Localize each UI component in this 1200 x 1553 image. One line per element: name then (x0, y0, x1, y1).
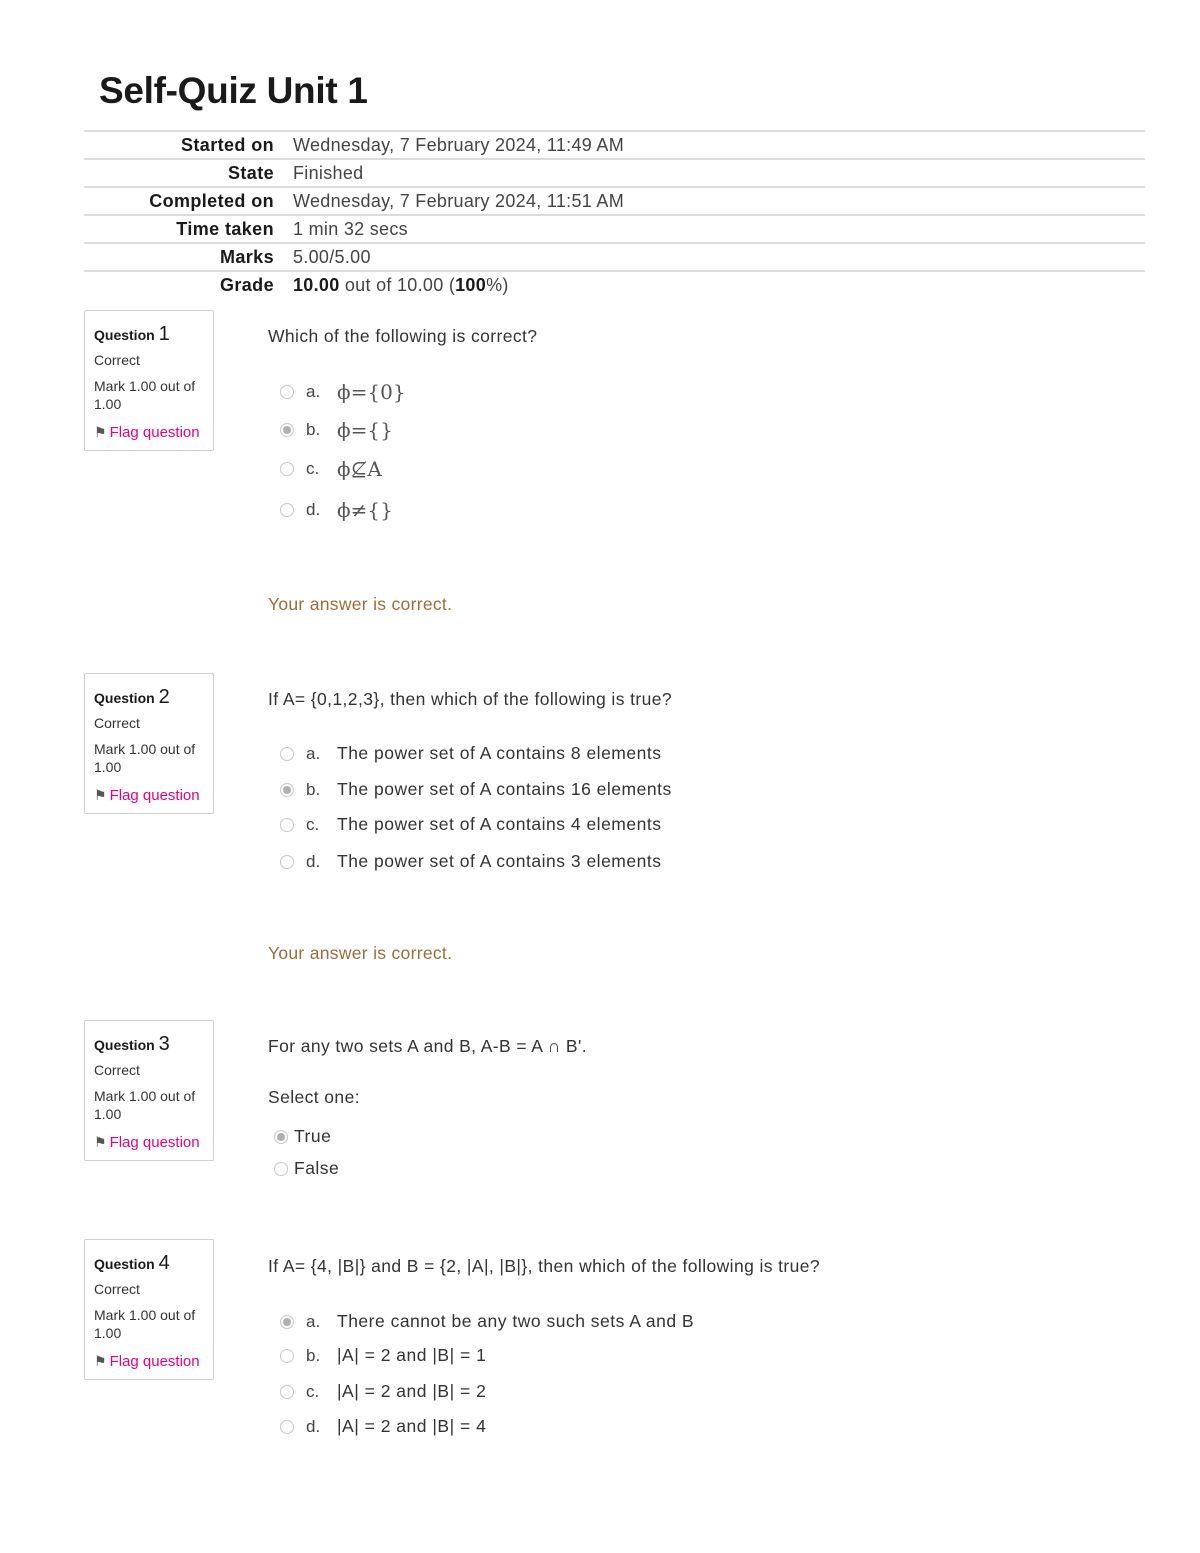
page-title: Self-Quiz Unit 1 (99, 70, 368, 111)
radio-button[interactable] (280, 855, 294, 869)
radio-button[interactable] (280, 462, 294, 476)
summary-row-marks (84, 243, 1145, 271)
question-info (84, 1239, 214, 1380)
summary-label: Grade (219, 275, 274, 295)
question-number: Question 3 (94, 1033, 170, 1055)
select-one-prompt: Select one: (268, 1087, 360, 1107)
question-state: Correct (94, 352, 140, 368)
answer-option-false[interactable]: False (274, 1158, 339, 1179)
radio-button[interactable] (280, 818, 294, 832)
summary-row-completed (84, 187, 1145, 215)
flag-question-link[interactable]: ⚑ Flag question (94, 787, 200, 804)
answer-option[interactable]: d. The power set of A contains 3 elements (280, 851, 661, 872)
answer-option[interactable]: a. There cannot be any two such sets A and B (280, 1311, 694, 1332)
question-grade: Mark 1.00 out of 1.00 (94, 1088, 196, 1122)
summary-label: Marks (219, 247, 274, 267)
question-info (84, 310, 214, 451)
summary-value: 1 min 32 secs (293, 219, 408, 239)
radio-button[interactable] (280, 1349, 294, 1363)
grade-percent: 100 (455, 275, 487, 295)
radio-button[interactable] (280, 1315, 294, 1329)
answer-option[interactable]: a. ϕ={0} (280, 380, 406, 404)
radio-button[interactable] (280, 423, 294, 437)
answer-option[interactable]: c. |A| = 2 and |B| = 2 (280, 1381, 486, 1402)
question-grade: Mark 1.00 out of 1.00 (94, 1307, 196, 1341)
radio-button[interactable] (280, 1420, 294, 1434)
grade-middle: out of 10.00 ( (339, 275, 456, 295)
summary-label: Started on (180, 135, 274, 155)
question-state: Correct (94, 715, 140, 731)
summary-value: Wednesday, 7 February 2024, 11:49 AM (293, 135, 624, 155)
answer-feedback: Your answer is correct. (268, 594, 453, 614)
answer-option[interactable]: b. |A| = 2 and |B| = 1 (280, 1345, 486, 1366)
radio-button[interactable] (274, 1162, 288, 1176)
answer-option-true[interactable]: True (274, 1126, 331, 1147)
answer-option[interactable]: a. The power set of A contains 8 elements (280, 743, 661, 764)
summary-value: Wednesday, 7 February 2024, 11:51 AM (293, 191, 624, 211)
radio-button[interactable] (274, 1130, 288, 1144)
question-info (84, 673, 214, 814)
summary-value (284, 271, 1145, 298)
flag-question-link[interactable]: ⚑ Flag question (94, 424, 200, 441)
summary-row-state (84, 159, 1145, 187)
question-text: Which of the following is correct? (268, 326, 538, 346)
question-number: Question 1 (94, 323, 170, 345)
flag-icon: ⚑ (94, 1353, 107, 1369)
answer-option[interactable]: c. The power set of A contains 4 elements (280, 814, 661, 835)
answer-option[interactable]: d. |A| = 2 and |B| = 4 (280, 1416, 486, 1437)
summary-row-started (84, 131, 1145, 159)
question-state: Correct (94, 1281, 140, 1297)
radio-button[interactable] (280, 1385, 294, 1399)
question-text: If A= {4, |B|} and B = {2, |A|, |B|}, then which of the following is true? (268, 1256, 821, 1276)
question-info (84, 1020, 214, 1161)
question-text: If A= {0,1,2,3}, then which of the following is true? (268, 689, 673, 709)
summary-label: State (227, 163, 274, 183)
flag-icon: ⚑ (94, 424, 107, 440)
question-grade: Mark 1.00 out of 1.00 (94, 378, 196, 412)
flag-icon: ⚑ (94, 1134, 107, 1150)
summary-label: Time taken (176, 219, 274, 239)
summary-value: 5.00/5.00 (293, 247, 371, 267)
grade-suffix: %) (486, 275, 509, 295)
radio-button[interactable] (280, 503, 294, 517)
summary-row-time-taken (84, 215, 1145, 243)
flag-question-link[interactable]: ⚑ Flag question (94, 1134, 200, 1151)
question-number: Question 2 (94, 686, 170, 708)
summary-row-grade (84, 271, 1145, 298)
attempt-summary-table (84, 130, 1145, 298)
question-state: Correct (94, 1062, 140, 1078)
summary-value: Finished (293, 163, 364, 183)
answer-option[interactable]: d. ϕ≠{} (280, 498, 393, 522)
radio-button[interactable] (280, 747, 294, 761)
question-grade: Mark 1.00 out of 1.00 (94, 741, 196, 775)
question-number: Question 4 (94, 1252, 170, 1274)
answer-option[interactable]: b. ϕ={} (280, 418, 393, 442)
radio-button[interactable] (280, 783, 294, 797)
summary-label: Completed on (149, 191, 274, 211)
answer-option[interactable]: b. The power set of A contains 16 elements (280, 779, 672, 800)
answer-option[interactable]: c. ϕ⊈A (280, 457, 382, 481)
flag-icon: ⚑ (94, 787, 107, 803)
flag-question-link[interactable]: ⚑ Flag question (94, 1353, 200, 1370)
radio-button[interactable] (280, 385, 294, 399)
grade-score: 10.00 (293, 275, 340, 295)
question-text: For any two sets A and B, A-B = A ∩ B'. (268, 1036, 587, 1056)
answer-feedback: Your answer is correct. (268, 943, 453, 963)
